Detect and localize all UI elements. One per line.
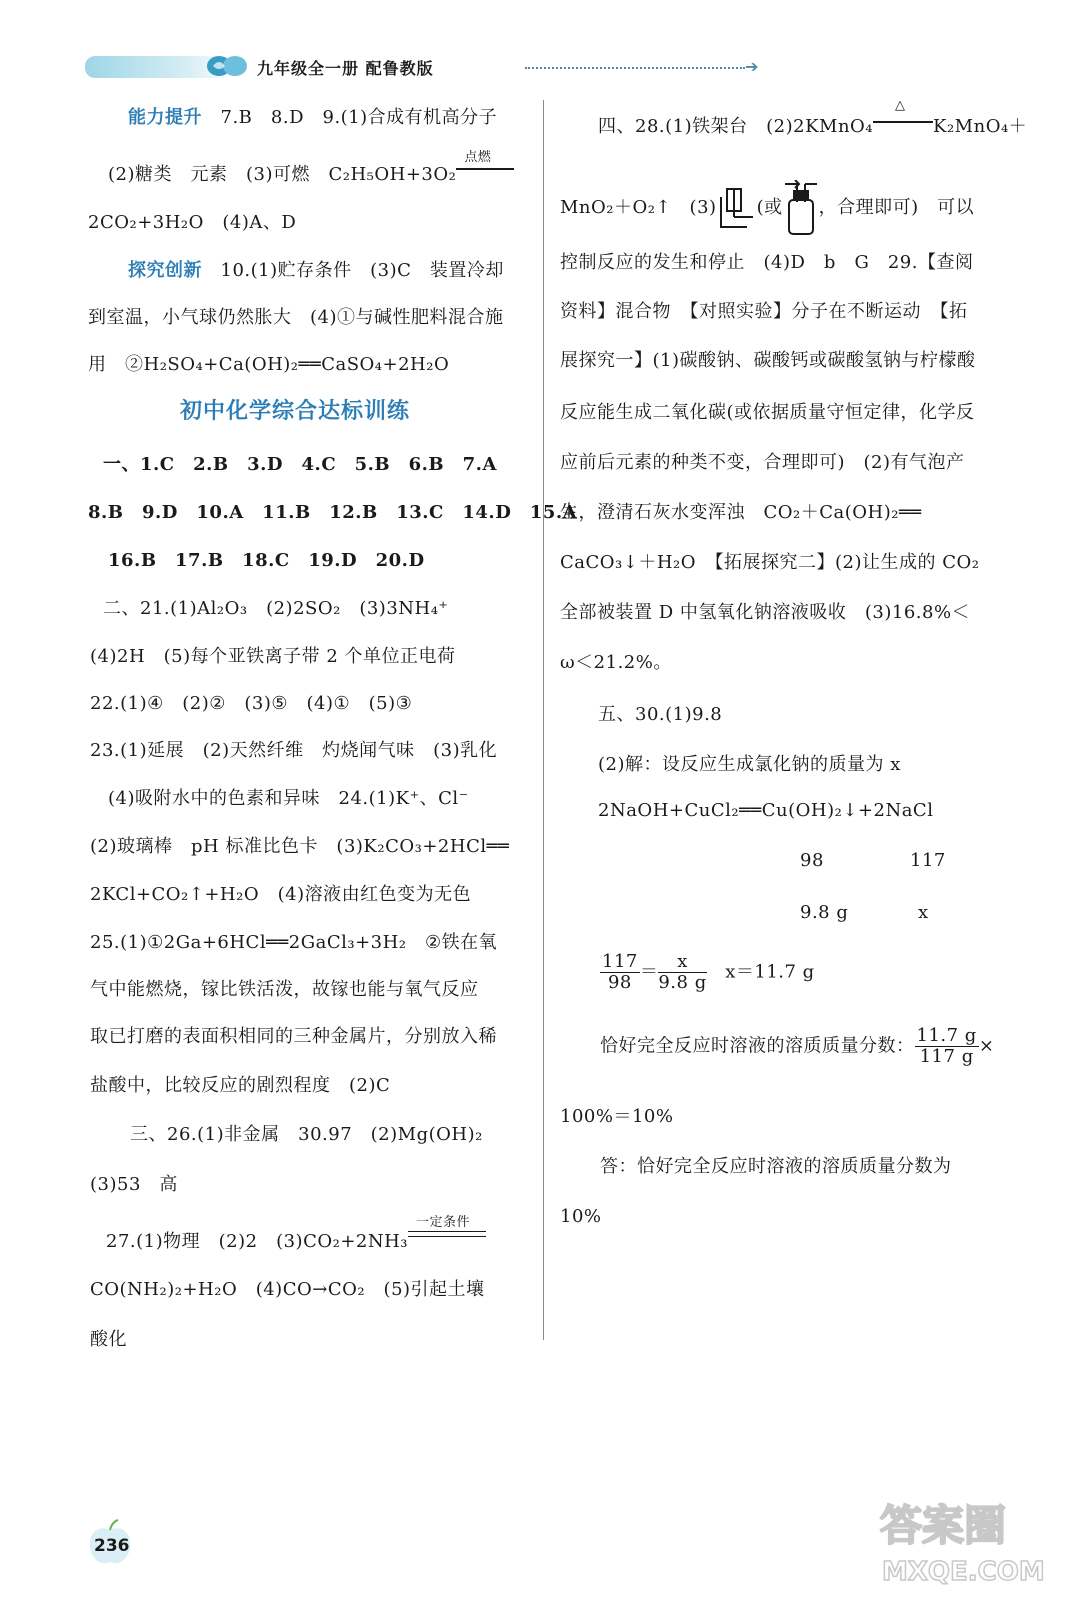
left-line-17: 25.(1)①2Ga+6HCl══2GaCl₃+3H₂ ②铁在氧 (90, 932, 498, 953)
right-line-4: 资料】混合物 【对照实验】分子在不断运动 【拓 (560, 301, 968, 322)
right-line-13: (2)解：设反应生成氯化钠的质量为 x (598, 754, 901, 775)
left-line-6: 用 ②H₂SO₄+Ca(OH)₂══CaSO₄+2H₂O (88, 354, 450, 375)
reaction-condition-2: 一定条件 (416, 1215, 471, 1230)
right-line-11: ω＜21.2%。 (560, 652, 672, 673)
fraction-1: $\frac{117}{98}$ (602, 951, 638, 993)
right-line-2: MnO₂＋O₂↑ (3) (或 ，合理即可) 可以 (560, 180, 974, 236)
section-title: 初中化学综合达标训练 (180, 399, 411, 424)
left-line-8: 8.B 9.D 10.A 11.B 12.B 13.C 14.D 15.A (88, 502, 578, 523)
right-line-10: 全部被装置 D 中氢氧化钠溶液吸收 (3)16.8%＜ (560, 602, 971, 623)
left-line-1: 能力提升 7.B 8.D 9.(1)合成有机高分子 (128, 107, 498, 128)
right-line-5: 展探究一】(1)碳酸钠、碳酸钙或碳酸氢钠与柠檬酸 (560, 350, 976, 371)
left-line-16: 2KCl+CO₂↑+H₂O (4)溶液由红色变为无色 (90, 884, 472, 905)
right-line-20: 答：恰好完全反应时溶液的溶质质量分数为 (600, 1156, 952, 1177)
page-header (85, 50, 759, 84)
left-line-24: CO(NH₂)₂+H₂O (4)CO→CO₂ (5)引起土壤 (90, 1279, 485, 1300)
left-line-14: (4)吸附水中的色素和异味 24.(1)K⁺、Cl⁻ (108, 788, 469, 809)
right-line-6: 反应能生成二氧化碳(或依据质量守恒定律，化学反 (560, 402, 975, 423)
left-line-25: 酸化 (90, 1329, 127, 1350)
right-line-16b: x (918, 902, 929, 923)
header-book-icon (205, 54, 249, 78)
left-line-13: 23.(1)延展 (2)天然纤维 灼烧闻气味 (3)乳化 (90, 740, 498, 761)
left-line-20: 盐酸中，比较反应的剧烈程度 (2)C (90, 1075, 391, 1096)
watermark-logo (870, 1490, 1050, 1590)
reaction-condition: 点燃 (464, 150, 492, 165)
heat-symbol: △ (895, 98, 906, 113)
header-title: 九年级全一册 配鲁教版 (257, 59, 434, 78)
left-line-12: 22.(1)④ (2)② (3)⑤ (4)① (5)③ (90, 693, 413, 714)
right-line-1: 四、28.(1)铁架台 (2)2KMnO₄ △ K₂MnO₄＋ (598, 98, 1028, 137)
left-line-3: 2CO₂+3H₂O (4)A、D (88, 212, 297, 233)
right-line-15b: 117 (910, 850, 946, 871)
right-line-8: 生，澄清石灰水变浑浊 CO₂＋Ca(OH)₂══ (560, 502, 922, 523)
fraction-2: $\frac{x}{9.8 g}$ (658, 951, 707, 993)
left-line-9: 16.B 17.B 18.C 19.D 20.D (108, 550, 425, 571)
label-tanjiu-chuangxin: 探究创新 (128, 260, 202, 281)
left-line-15: (2)玻璃棒 pH 标准比色卡 (3)K₂CO₃+2HCl══ (90, 836, 510, 857)
right-line-14: 2NaOH+CuCl₂══Cu(OH)₂↓+2NaCl (598, 800, 934, 821)
right-line-15a: 98 (800, 850, 824, 871)
right-line-18: 恰好完全反应时溶液的溶质质量分数： $\frac{11.7 g}{117 g}$ × (600, 1025, 995, 1067)
header-arrow-icon: ➔ (745, 57, 759, 76)
right-line-12: 五、30.(1)9.8 (598, 704, 723, 725)
svg-text:MXQE.COM: MXQE.COM (882, 1557, 1045, 1587)
right-line-7: 应前后元素的种类不变，合理即可) (2)有气泡产 (560, 452, 965, 473)
left-line-2: (2)糖类 元素 (3)可燃 C₂H₅OH+3O₂ 点燃 (108, 160, 514, 186)
left-line-22: (3)53 高 (90, 1174, 178, 1195)
left-line-19: 取已打磨的表面积相同的三种金属片，分别放入稀 (90, 1026, 497, 1047)
svg-text:答案圈: 答案圈 (880, 1501, 1007, 1550)
header-dotted-line (525, 67, 745, 69)
left-line-10: 二、21.(1)Al₂O₃ (2)2SO₂ (3)3NH₄⁺ (103, 598, 449, 619)
fraction-3: $\frac{11.7 g}{117 g}$ (916, 1025, 977, 1067)
right-line-19: 100%＝10% (560, 1106, 674, 1127)
column-divider (543, 100, 544, 1340)
right-line-21: 10% (560, 1206, 602, 1227)
label-nengli-tisheng: 能力提升 (128, 107, 202, 128)
apparatus-diagram-1 (717, 187, 757, 229)
left-line-5: 到室温，小气球仍然胀大 (4)①与碱性肥料混合施 (88, 307, 504, 328)
apparatus-diagram-2 (783, 180, 819, 236)
page-number: 236 (94, 1536, 130, 1556)
left-line-4: 探究创新 10.(1)贮存条件 (3)C 装置冷却 (128, 260, 504, 281)
right-line-9: CaCO₃↓＋H₂O 【拓展探究二】(2)让生成的 CO₂ (560, 552, 980, 573)
right-line-17: $\frac{117}{98}$ ＝ $\frac{x}{9.8 g}$ x＝11.7 g (602, 951, 815, 993)
left-line-18: 气中能燃烧，镓比铁活泼，故镓也能与氧气反应 (90, 979, 479, 1000)
left-line-21: 三、26.(1)非金属 30.97 (2)Mg(OH)₂ (130, 1124, 483, 1145)
left-line-23: 27.(1)物理 (2)2 (3)CO₂+2NH₃ 一定条件 (106, 1227, 486, 1253)
right-line-3: 控制反应的发生和停止 (4)D b G 29.【查阅 (560, 252, 974, 273)
right-line-16a: 9.8 g (800, 902, 849, 923)
left-line-11: (4)2H (5)每个亚铁离子带 2 个单位正电荷 (90, 646, 456, 667)
left-line-7: 一、1.C 2.B 3.D 4.C 5.B 6.B 7.A (103, 454, 497, 475)
